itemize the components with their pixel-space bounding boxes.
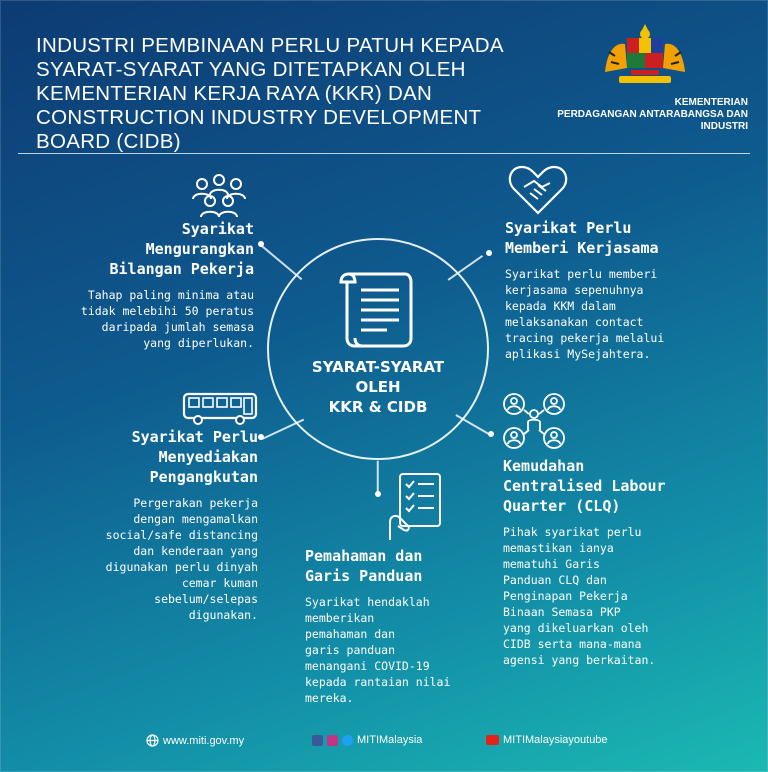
item-text: agensi yang berkaitan. [503,653,656,667]
item-heading: Mengurangkan [145,240,254,258]
item-heading: Syarikat [181,220,254,238]
item-heading: Pengangkutan [149,468,258,486]
item-text: Binaan Semasa PKP [503,605,621,619]
youtube-icon[interactable] [486,735,499,745]
item-text: yang diperlukan. [143,336,254,350]
footer-youtube[interactable] [486,734,608,746]
item-text: garis panduan [305,643,396,657]
footer-website[interactable] [146,734,244,747]
item-text: dengan mengamalkan [133,512,258,526]
item-heading: Menyediakan [158,448,258,466]
item-text: kepada rantaian nilai [305,675,451,689]
item-text: dan kenderaan yang [133,544,258,558]
globe-icon [146,734,159,747]
youtube-channel[interactable]: MITIMalaysiayoutube [503,734,608,746]
facebook-icon[interactable] [312,735,323,746]
item-text: social/safe distancing [105,528,258,542]
item-text: kepada KKM dalam [505,299,616,313]
item-text: mereka. [305,691,354,705]
item-heading: Pemahaman dan [305,547,423,565]
item-text: Syarikat perlu memberi [505,267,658,281]
item-text: cemar kuman [181,576,258,590]
item-text: yang dikeluarkan oleh [503,621,649,635]
item-text: aplikasi MySejahtera. [505,347,651,361]
item-text: digunakan perlu dinyah [105,560,258,574]
item-heading: Syarikat Perlu [131,428,258,446]
item-text: tidak melebihi 50 peratus [80,304,254,318]
item-text: pemahaman dan [305,627,396,641]
twitter-icon[interactable] [342,735,353,746]
item-text: kerjasama sepenuhnya [505,283,644,297]
people-network-icon [502,392,566,450]
item-text: Syarikat hendaklah [305,595,430,609]
item-heading: Memberi Kerjasama [505,239,659,257]
item-transport [40,427,258,623]
instagram-icon[interactable] [327,735,338,746]
website-link[interactable]: www.miti.gov.my [163,734,245,747]
connector-dot [375,491,381,497]
connector-dot [258,434,264,440]
item-heading: Centralised Labour [503,477,666,495]
coat-of-arms-logo [597,22,693,94]
item-guidelines [305,546,505,706]
item-text: tracing pekerja melalui [505,331,665,345]
item-text: Penginapan Pekerja [503,589,628,603]
item-heading: Quarter (CLQ) [503,497,621,515]
item-heading: Kemudahan [503,457,585,475]
item-text: menangani COVID-19 [305,659,430,673]
footer-social[interactable] [312,734,422,746]
center-title: SYARAT-SYARAT OLEH KKR & CIDB [311,358,445,416]
item-text: CIDB serta mana-mana [503,637,642,651]
item-text: melaksanakan contact [505,315,644,329]
connector-dot [488,431,494,437]
item-text: Tahap paling minima atau [87,288,254,302]
item-heading: Garis Panduan [305,567,423,585]
item-text: sebelum/selepas [154,592,258,606]
item-text: Panduan CLQ dan [503,573,607,587]
item-text: memastikan ianya [503,541,614,555]
people-group-icon [188,173,250,219]
connector-dot [486,250,492,256]
item-cooperate [505,218,745,362]
handshake-heart-icon [508,163,568,215]
ministry-name: KEMENTERIAN PERDAGANGAN ANTARABANGSA DAN INDUSTRI [557,97,748,132]
connector-line [377,461,379,493]
item-heading: Syarikat Perlu [505,219,632,237]
item-heading: Bilangan Pekerja [109,260,254,278]
social-handle[interactable]: MITIMalaysia [357,734,423,746]
item-text: digunakan. [188,608,258,622]
page-title: INDUSTRI PEMBINAAN PERLU PATUH KEPADA SYARAT-SYARAT YANG DITETAPKAN OLEH KEMENTERIAN KERJA RAYA (KKR) DAN CONSTRUCTION INDUSTRY DEVELOPMENT BOARD (CIDB) [36,34,503,153]
scroll-document-icon [335,268,423,352]
item-text: daripada jumlah semasa [101,320,254,334]
connector-dot [258,241,264,247]
item-reduce-workers [40,219,254,351]
item-text: Pihak syarikat perlu [503,525,642,539]
item-text: memberikan [305,611,375,625]
item-text: mematuhi Garis [503,557,600,571]
item-text: Pergerakan pekerja [133,496,258,510]
bus-icon [182,392,258,426]
item-clq [503,456,753,668]
checklist-hand-icon [386,470,446,544]
title-divider [18,153,750,154]
